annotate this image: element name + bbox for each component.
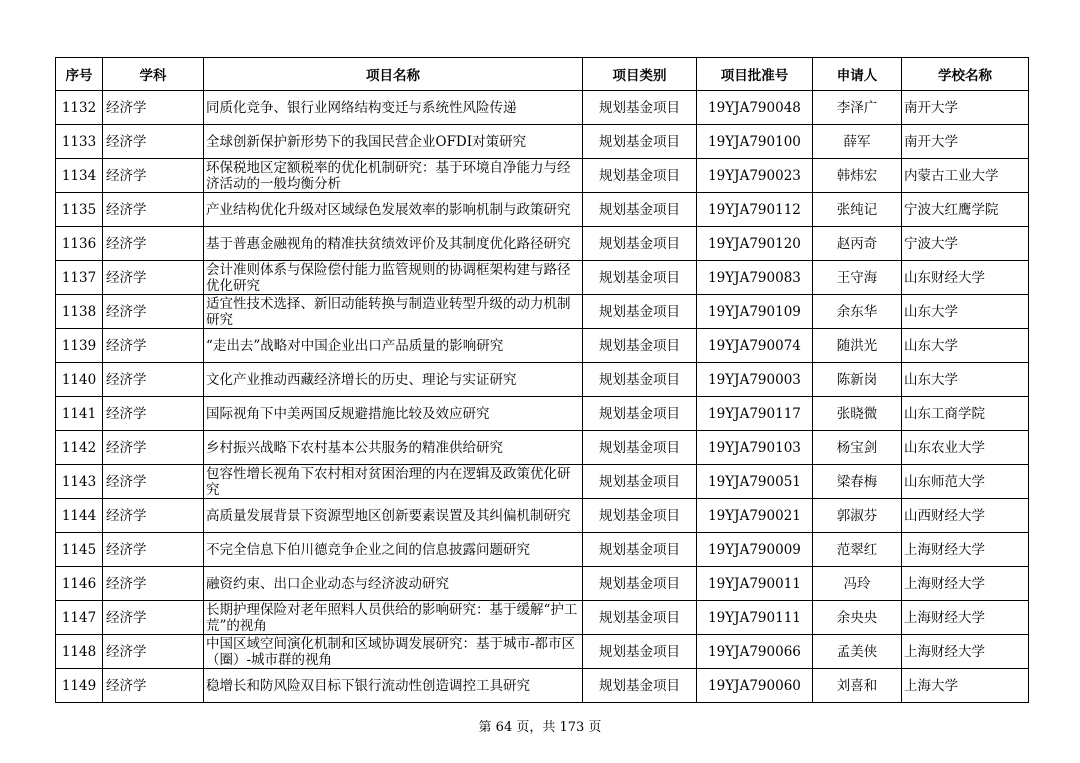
table-body [56,91,1029,703]
cell-approval-code: 19YJA790109 [697,295,813,329]
cell-seq: 1144 [56,499,103,533]
cell-project-type: 规划基金项目 [583,431,697,465]
project-table [55,57,1029,703]
cell-approval-code: 19YJA790003 [697,363,813,397]
cell-subject: 经济学 [103,465,204,499]
cell-seq: 1137 [56,261,103,295]
cell-project-name [204,533,583,567]
table-row [56,329,1029,363]
cell-approval-code: 19YJA790009 [697,533,813,567]
cell-subject: 经济学 [103,567,204,601]
cell-subject: 经济学 [103,159,204,193]
project-name-text: 国际视角下中美两国反规避措施比较及效应研究 [206,405,490,422]
project-name-text: 环保税地区定额税率的优化机制研究：基于环境自净能力与经济活动的一般均衡分析 [206,159,571,192]
cell-project-type: 规划基金项目 [583,159,697,193]
table-row [56,295,1029,329]
cell-project-type: 规划基金项目 [583,601,697,635]
cell-project-name [204,465,583,499]
cell-subject: 经济学 [103,363,204,397]
cell-subject: 经济学 [103,193,204,227]
cell-project-type: 规划基金项目 [583,125,697,159]
cell-seq: 1143 [56,465,103,499]
cell-approval-code: 19YJA790074 [697,329,813,363]
cell-seq: 1141 [56,397,103,431]
cell-subject: 经济学 [103,329,204,363]
cell-applicant: 韩炜宏 [813,159,902,193]
project-name-text: 文化产业推动西藏经济增长的历史、理论与实证研究 [206,371,517,388]
cell-applicant: 薛军 [813,125,902,159]
cell-subject: 经济学 [103,261,204,295]
project-name-text: 长期护理保险对老年照料人员供给的影响研究：基于缓解“护工荒”的视角 [206,601,578,634]
header-applicant: 申请人 [813,58,902,91]
cell-subject: 经济学 [103,295,204,329]
cell-approval-code: 19YJA790021 [697,499,813,533]
cell-project-name [204,125,583,159]
header-school: 学校名称 [902,58,1029,91]
cell-seq: 1139 [56,329,103,363]
cell-school: 山东大学 [902,363,1029,397]
cell-project-type: 规划基金项目 [583,261,697,295]
table-row [56,465,1029,499]
cell-project-name [204,397,583,431]
cell-subject: 经济学 [103,397,204,431]
cell-applicant: 余东华 [813,295,902,329]
cell-project-type: 规划基金项目 [583,465,697,499]
cell-applicant: 孟美侠 [813,635,902,669]
cell-subject: 经济学 [103,431,204,465]
cell-seq: 1134 [56,159,103,193]
cell-project-name [204,261,583,295]
cell-applicant: 随洪光 [813,329,902,363]
cell-project-type: 规划基金项目 [583,329,697,363]
cell-school: 山东财经大学 [902,261,1029,295]
project-name-text: 全球创新保护新形势下的我国民营企业OFDI对策研究 [206,133,527,150]
cell-project-name [204,227,583,261]
cell-project-type: 规划基金项目 [583,397,697,431]
cell-seq: 1140 [56,363,103,397]
cell-applicant: 张晓微 [813,397,902,431]
cell-project-type: 规划基金项目 [583,193,697,227]
header-seq: 序号 [56,58,103,91]
cell-project-type: 规划基金项目 [583,669,697,703]
cell-approval-code: 19YJA790103 [697,431,813,465]
cell-seq: 1149 [56,669,103,703]
cell-project-name [204,363,583,397]
project-name-text: 乡村振兴战略下农村基本公共服务的精准供给研究 [206,439,503,456]
project-name-text: 中国区域空间演化机制和区域协调发展研究：基于城市-都市区（圈）-城市群的视角 [206,635,576,668]
cell-approval-code: 19YJA790060 [697,669,813,703]
cell-project-name [204,567,583,601]
cell-subject: 经济学 [103,91,204,125]
cell-approval-code: 19YJA790083 [697,261,813,295]
project-name-text: 稳增长和防风险双目标下银行流动性创造调控工具研究 [206,677,530,694]
table-row [56,159,1029,193]
cell-school: 上海财经大学 [902,601,1029,635]
cell-applicant: 刘喜和 [813,669,902,703]
cell-project-name [204,193,583,227]
table-row [56,431,1029,465]
cell-approval-code: 19YJA790023 [697,159,813,193]
cell-applicant: 余央央 [813,601,902,635]
cell-applicant: 王守海 [813,261,902,295]
cell-seq: 1138 [56,295,103,329]
cell-applicant: 范翠红 [813,533,902,567]
cell-project-type: 规划基金项目 [583,227,697,261]
cell-school: 上海大学 [902,669,1029,703]
cell-project-type: 规划基金项目 [583,533,697,567]
cell-approval-code: 19YJA790112 [697,193,813,227]
cell-subject: 经济学 [103,669,204,703]
cell-school: 上海财经大学 [902,635,1029,669]
cell-subject: 经济学 [103,601,204,635]
cell-applicant: 张纯记 [813,193,902,227]
table-row [56,91,1029,125]
header-project-type: 项目类别 [583,58,697,91]
cell-approval-code: 19YJA790048 [697,91,813,125]
table-row [56,227,1029,261]
table-row [56,363,1029,397]
cell-school: 南开大学 [902,125,1029,159]
cell-school: 山东农业大学 [902,431,1029,465]
header-approval-code: 项目批准号 [697,58,813,91]
cell-school: 上海财经大学 [902,567,1029,601]
cell-subject: 经济学 [103,227,204,261]
cell-seq: 1136 [56,227,103,261]
cell-school: 山东大学 [902,329,1029,363]
project-name-text: “走出去”战略对中国企业出口产品质量的影响研究 [206,337,504,354]
cell-subject: 经济学 [103,499,204,533]
cell-applicant: 梁春梅 [813,465,902,499]
cell-project-name [204,669,583,703]
project-name-text: 不完全信息下伯川德竞争企业之间的信息披露问题研究 [206,541,530,558]
project-name-text: 包容性增长视角下农村相对贫困治理的内在逻辑及政策优化研究 [206,465,571,498]
cell-subject: 经济学 [103,533,204,567]
cell-subject: 经济学 [103,125,204,159]
cell-project-name [204,601,583,635]
cell-applicant: 赵丙奇 [813,227,902,261]
cell-school: 山西财经大学 [902,499,1029,533]
page-footer: 第 64 页，共 173 页 [478,720,602,735]
project-name-text: 产业结构优化升级对区域绿色发展效率的影响机制与政策研究 [206,201,571,218]
cell-subject: 经济学 [103,635,204,669]
cell-project-type: 规划基金项目 [583,635,697,669]
cell-approval-code: 19YJA790051 [697,465,813,499]
project-name-text: 适宜性技术选择、新旧动能转换与制造业转型升级的动力机制研究 [206,295,571,328]
cell-project-type: 规划基金项目 [583,295,697,329]
cell-school: 山东工商学院 [902,397,1029,431]
cell-project-type: 规划基金项目 [583,499,697,533]
cell-seq: 1147 [56,601,103,635]
header-project-name: 项目名称 [204,58,583,91]
cell-project-type: 规划基金项目 [583,363,697,397]
cell-project-name [204,91,583,125]
project-name-text: 基于普惠金融视角的精准扶贫绩效评价及其制度优化路径研究 [206,235,571,252]
cell-school: 宁波大学 [902,227,1029,261]
cell-project-type: 规划基金项目 [583,567,697,601]
table-row [56,193,1029,227]
cell-project-name [204,635,583,669]
cell-applicant: 冯玲 [813,567,902,601]
cell-approval-code: 19YJA790100 [697,125,813,159]
cell-seq: 1132 [56,91,103,125]
cell-project-name [204,329,583,363]
cell-seq: 1146 [56,567,103,601]
table-row [56,125,1029,159]
cell-seq: 1133 [56,125,103,159]
cell-approval-code: 19YJA790066 [697,635,813,669]
cell-project-name [204,159,583,193]
table-row [56,635,1029,669]
cell-approval-code: 19YJA790011 [697,567,813,601]
table-row [56,397,1029,431]
cell-applicant: 陈新岗 [813,363,902,397]
project-name-text: 高质量发展背景下资源型地区创新要素误置及其纠偏机制研究 [206,507,571,524]
table-row [56,261,1029,295]
cell-applicant: 李泽广 [813,91,902,125]
project-name-text: 融资约束、出口企业动态与经济波动研究 [206,575,449,592]
cell-seq: 1145 [56,533,103,567]
cell-applicant: 杨宝剑 [813,431,902,465]
table-row [56,567,1029,601]
cell-project-name [204,499,583,533]
cell-applicant: 郭淑芬 [813,499,902,533]
table-row [56,499,1029,533]
table-row [56,669,1029,703]
cell-approval-code: 19YJA790117 [697,397,813,431]
cell-approval-code: 19YJA790111 [697,601,813,635]
cell-school: 宁波大红鹰学院 [902,193,1029,227]
cell-seq: 1142 [56,431,103,465]
cell-seq: 1148 [56,635,103,669]
cell-project-type: 规划基金项目 [583,91,697,125]
cell-project-name [204,295,583,329]
cell-school: 内蒙古工业大学 [902,159,1029,193]
cell-school: 上海财经大学 [902,533,1029,567]
cell-school: 山东师范大学 [902,465,1029,499]
table-row [56,533,1029,567]
cell-approval-code: 19YJA790120 [697,227,813,261]
header-subject: 学科 [103,58,204,91]
header-row [56,58,1029,91]
cell-seq: 1135 [56,193,103,227]
cell-school: 山东大学 [902,295,1029,329]
table-row [56,601,1029,635]
cell-project-name [204,431,583,465]
cell-school: 南开大学 [902,91,1029,125]
project-name-text: 同质化竞争、银行业网络结构变迁与系统性风险传递 [206,99,517,116]
project-name-text: 会计准则体系与保险偿付能力监管规则的协调框架构建与路径优化研究 [206,261,571,294]
